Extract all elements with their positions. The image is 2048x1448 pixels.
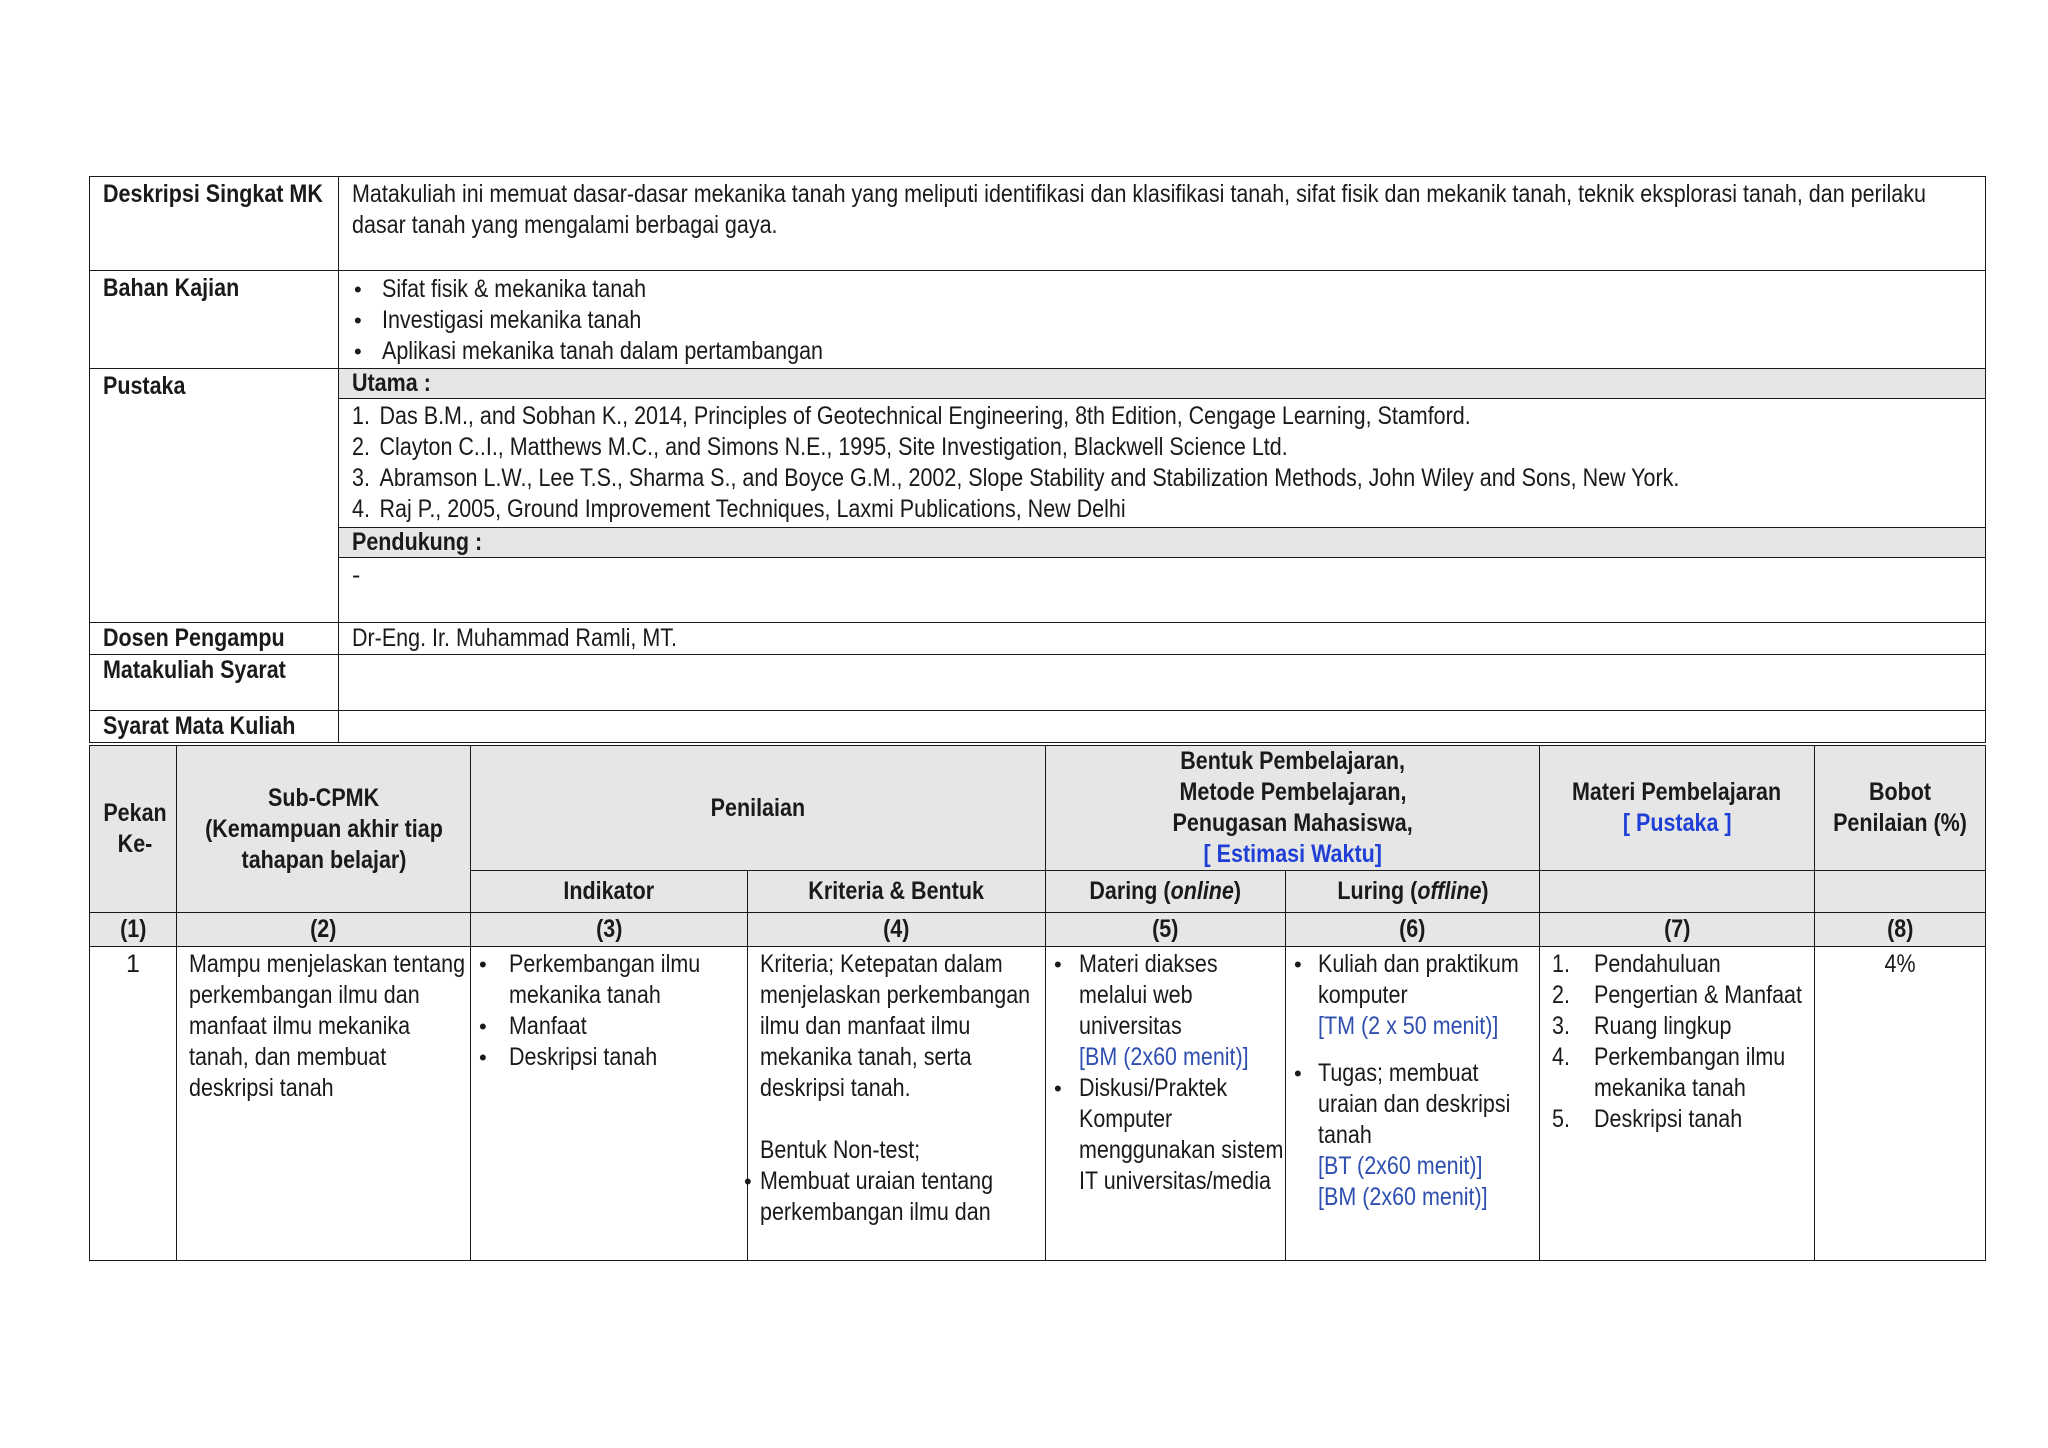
materi-list (1552, 949, 1814, 1135)
pekan-cell: 1 (90, 947, 177, 1261)
indikator-cell (471, 947, 748, 1261)
list-item: 2. Pengertian & Manfaat (1552, 981, 1802, 1009)
list-item: 4. Raj P., 2005, Ground Improvement Techniques, Laxmi Publications, New Delhi (352, 495, 1126, 523)
deskripsi-label: Deskripsi Singkat MK (90, 177, 339, 271)
list-item: 1. Pendahuluan (1552, 950, 1721, 978)
col-number: (6) (1286, 913, 1540, 947)
list-item: • Perkembangan ilmu mekanika tanah (471, 949, 747, 1011)
matakuliah-syarat-text (339, 655, 1986, 711)
materi-header: Materi Pembelajaran [ Pustaka ] (1540, 746, 1815, 871)
list-item: 3. Ruang lingkup (1552, 1012, 1732, 1040)
list-item: • Tugas; membuat uraian dan deskripsi tanah [BT (2x60 menit)] [BM (2x60 menit)] (1286, 1058, 1539, 1213)
list-item: • Sifat fisik & mekanika tanah (352, 274, 1985, 305)
deskripsi-row (90, 177, 1986, 271)
list-item: • Kuliah dan praktikum komputer [TM (2 x 50 menit)] (1286, 949, 1539, 1042)
col-number: (8) (1815, 913, 1986, 947)
list-item: • Investigasi mekanika tanah (352, 305, 1985, 336)
list-item: 5. Deskripsi tanah (1552, 1105, 1743, 1133)
luring-list (1286, 949, 1539, 1213)
dosen-row (90, 623, 1986, 655)
course-info-table (89, 176, 1986, 743)
bobot-subheader (1815, 871, 1986, 913)
deskripsi-text: Matakuliah ini memuat dasar-dasar mekanika tanah yang meliputi identifikasi dan klasifikasi tanah, sifat fisik dan mekanik tanah, teknik eksplorasi tanah, dan perilaku dasar tanah yang mengalami berbagai gaya. (339, 177, 1986, 271)
syarat-mata-kuliah-row (90, 711, 1986, 743)
indikator-header: Indikator (471, 871, 748, 913)
materi-cell (1540, 947, 1815, 1261)
bobot-cell: 4% (1815, 947, 1986, 1261)
list-item: • Manfaat (471, 1011, 747, 1042)
bahan-kajian-list (352, 274, 1985, 367)
bentuk-list (736, 1166, 1045, 1228)
dosen-text: Dr-Eng. Ir. Muhammad Ramli, MT. (339, 623, 1986, 655)
list-item: 4. Perkembangan ilmu mekanika tanah (1552, 1043, 1786, 1102)
list-item: • Diskusi/Praktek Komputer menggunakan sistem IT universitas/media (1046, 1073, 1285, 1197)
bobot-header: Bobot Penilaian (%) (1815, 746, 1986, 871)
daring-header: Daring (online) (1046, 871, 1286, 913)
list-item: • Materi diakses melalui web universitas [BM (2x60 menit)] (1046, 949, 1285, 1073)
list-item: 2. Clayton C..I., Matthews M.C., and Simons N.E., 1995, Site Investigation, Blackwell Science Ltd. (352, 433, 1288, 461)
pustaka-label: Pustaka (90, 369, 339, 623)
bahan-kajian-list-cell (339, 271, 1986, 369)
pustaka-row (90, 369, 1986, 623)
column-number-row (90, 913, 1986, 947)
header-row-1 (90, 746, 1986, 871)
pustaka-cell (339, 369, 1986, 623)
materi-subheader (1540, 871, 1815, 913)
kriteria-header: Kriteria & Bentuk (748, 871, 1046, 913)
luring-header: Luring (offline) (1286, 871, 1540, 913)
list-item: • Deskripsi tanah (471, 1042, 747, 1073)
col-number: (7) (1540, 913, 1815, 947)
luring-cell (1286, 947, 1540, 1261)
kriteria-cell: Kriteria; Ketepatan dalam menjelaskan perkembangan ilmu dan manfaat ilmu mekanika tanah, serta deskripsi tanah. Bentuk Non-test; • Membuat uraian tentang perkembangan ilmu dan (748, 947, 1046, 1261)
bentuk-pembelajaran-header: Bentuk Pembelajaran, Metode Pembelajaran, Penugasan Mahasiswa, [ Estimasi Waktu] (1046, 746, 1540, 871)
list-item: • Membuat uraian tentang perkembangan ilmu dan (736, 1166, 1045, 1228)
weekly-plan-table (89, 745, 1986, 1261)
penilaian-header: Penilaian (471, 746, 1046, 871)
daring-list (1046, 949, 1285, 1197)
subcpmk-cell: Mampu menjelaskan tentang perkembangan ilmu dan manfaat ilmu mekanika tanah, dan membuat deskripsi tanah (177, 947, 471, 1261)
bahan-kajian-label: Bahan Kajian (90, 271, 339, 369)
week-1-row (90, 947, 1986, 1261)
subcpmk-header: Sub-CPMK (Kemampuan akhir tiap tahapan belajar) (177, 746, 471, 913)
col-number: (5) (1046, 913, 1286, 947)
indikator-list (471, 949, 747, 1073)
syarat-mata-kuliah-text (339, 711, 1986, 743)
dosen-label: Dosen Pengampu (90, 623, 339, 655)
pustaka-utama-header: Utama : (339, 369, 1985, 399)
col-number: (1) (90, 913, 177, 947)
pekan-header: Pekan Ke- (90, 746, 177, 913)
syarat-mata-kuliah-label: Syarat Mata Kuliah (90, 711, 339, 743)
col-number: (2) (177, 913, 471, 947)
list-item: 1. Das B.M., and Sobhan K., 2014, Principles of Geotechnical Engineering, 8th Edition, Cengage Learning, Stamford. (352, 402, 1471, 430)
list-item: • Aplikasi mekanika tanah dalam pertambangan (352, 336, 1985, 367)
daring-cell (1046, 947, 1286, 1261)
col-number: (3) (471, 913, 748, 947)
pustaka-utama-list (339, 399, 1985, 527)
list-item: 3. Abramson L.W., Lee T.S., Sharma S., and Boyce G.M., 2002, Slope Stability and Stabilization Methods, John Wiley and Sons, New York. (352, 464, 1680, 492)
col-number: (4) (748, 913, 1046, 947)
pustaka-pendukung-text: - (352, 561, 361, 589)
bahan-kajian-row (90, 271, 1986, 369)
matakuliah-syarat-row (90, 655, 1986, 711)
matakuliah-syarat-label: Matakuliah Syarat (90, 655, 339, 711)
pustaka-pendukung-header: Pendukung : (339, 527, 1985, 558)
